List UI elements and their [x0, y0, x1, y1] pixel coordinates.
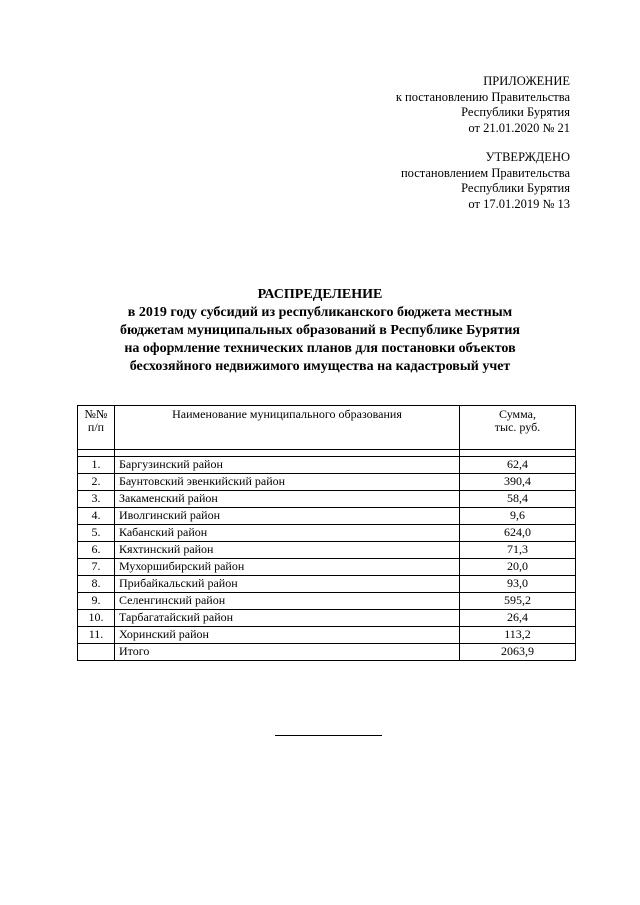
title-line: бесхозяйного недвижимого имущества на кадастровый учет: [129, 359, 511, 374]
spacer-cell: [460, 450, 576, 457]
row-sum: 93,0: [460, 576, 576, 593]
row-sum: 595,2: [460, 593, 576, 610]
row-sum: 113,2: [460, 627, 576, 644]
footer-separator-line: [275, 735, 382, 736]
table-row: [78, 627, 576, 644]
table-row: [78, 474, 576, 491]
header-number: [78, 406, 115, 450]
row-name: Мухоршибирский район: [115, 559, 460, 576]
approved-line: постановлением Правительства: [400, 165, 570, 180]
appendix-date: от 21.01.2020 № 21: [468, 120, 570, 135]
row-name: Селенгинский район: [115, 593, 460, 610]
header-name: Наименование муниципального образования: [115, 406, 460, 450]
table-row: [78, 525, 576, 542]
row-name: Иволгинский район: [115, 508, 460, 525]
row-number: 1.: [78, 457, 115, 474]
row-name: Хоринский район: [115, 627, 460, 644]
table-row: [78, 508, 576, 525]
row-sum: 390,4: [460, 474, 576, 491]
table-header-row: [78, 406, 576, 450]
appendix-line: к постановлению Правительства: [395, 89, 570, 104]
row-number: 9.: [78, 593, 115, 610]
spacer-cell: [78, 450, 115, 457]
row-sum: 58,4: [460, 491, 576, 508]
approved-block: [401, 150, 570, 212]
row-sum: 20,0: [460, 559, 576, 576]
row-sum: 2063,9: [460, 644, 576, 661]
table-row: [78, 491, 576, 508]
table-row: [78, 559, 576, 576]
row-number: 3.: [78, 491, 115, 508]
table-row: [78, 610, 576, 627]
row-name: Закаменский район: [115, 491, 460, 508]
row-name: Итого: [115, 644, 460, 661]
table-total-row: [78, 644, 576, 661]
table-row: [78, 593, 576, 610]
row-name: Кабанский район: [115, 525, 460, 542]
header-number-line: №№: [84, 407, 108, 421]
row-sum: 26,4: [460, 610, 576, 627]
table-row: [78, 542, 576, 559]
appendix-block: [396, 74, 570, 136]
title-line: на оформление технических планов для постановки объектов: [124, 341, 516, 356]
row-number: 8.: [78, 576, 115, 593]
approved-date: от 17.01.2019 № 13: [468, 196, 570, 211]
row-name: Тарбагатайский район: [115, 610, 460, 627]
row-number: 7.: [78, 559, 115, 576]
row-number: 4.: [78, 508, 115, 525]
table-row: [78, 576, 576, 593]
row-name: Прибайкальский район: [115, 576, 460, 593]
header-number-line: п/п: [87, 420, 105, 434]
row-sum: 9,6: [460, 508, 576, 525]
approved-heading: УТВЕРЖДЕНО: [485, 150, 570, 164]
row-number: 10.: [78, 610, 115, 627]
document-title: [0, 286, 640, 376]
spacer-cell: [115, 450, 460, 457]
row-number: 11.: [78, 627, 115, 644]
header-sum-line: тыс. руб.: [494, 420, 541, 434]
row-sum: 624,0: [460, 525, 576, 542]
appendix-line: Республики Бурятия: [461, 105, 570, 119]
row-name: Баргузинский район: [115, 457, 460, 474]
row-name: Баунтовский эвенкийский район: [115, 474, 460, 491]
distribution-table: [77, 405, 576, 661]
table-spacer-row: [78, 450, 576, 457]
header-sum: [460, 406, 576, 450]
approved-line: Республики Бурятия: [461, 181, 570, 195]
row-number: 2.: [78, 474, 115, 491]
row-sum: 62,4: [460, 457, 576, 474]
table-body: [78, 450, 576, 661]
row-number: [78, 644, 115, 661]
title-heading: РАСПРЕДЕЛЕНИЕ: [257, 287, 383, 302]
title-line: в 2019 году субсидий из республиканского бюджета местным: [127, 305, 513, 320]
title-line: бюджетам муниципальных образований в Республике Бурятия: [120, 323, 520, 338]
row-number: 5.: [78, 525, 115, 542]
row-name: Кяхтинский район: [115, 542, 460, 559]
appendix-heading: ПРИЛОЖЕНИЕ: [483, 74, 570, 88]
row-number: 6.: [78, 542, 115, 559]
table-row: [78, 457, 576, 474]
header-sum-line: Сумма,: [499, 407, 536, 421]
row-sum: 71,3: [460, 542, 576, 559]
